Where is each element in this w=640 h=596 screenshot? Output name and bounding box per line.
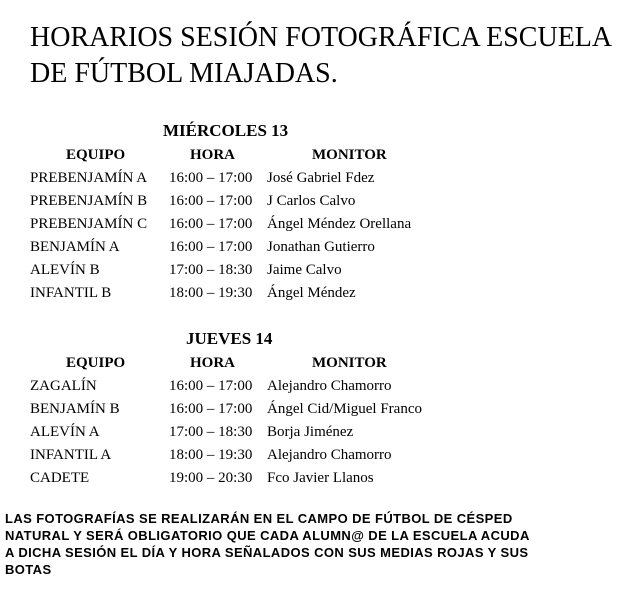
title-line-2: DE FÚTBOL MIAJADAS.	[30, 58, 338, 89]
column-header-team: EQUIPO	[66, 355, 126, 371]
title-line-1: HORARIOS SESIÓN FOTOGRÁFICA ESCUELA	[30, 22, 613, 53]
notice-line-1: LAS FOTOGRAFÍAS SE REALIZARÁN EN EL CAMPO DE FÚTBOL DE CÉSPED	[5, 511, 513, 526]
time-cell: 16:00 – 17:00	[169, 378, 253, 394]
day-heading-wednesday: MIÉRCOLES 13	[163, 121, 289, 140]
monitor-cell: Ángel Cid/Miguel Franco	[267, 401, 422, 417]
monitor-cell: Alejandro Chamorro	[267, 378, 392, 394]
team-cell: PREBENJAMÍN A	[30, 170, 148, 186]
notice-line-2: NATURAL Y SERÁ OBLIGATORIO QUE CADA ALUMN@ DE LA ESCUELA ACUDA	[5, 528, 530, 543]
team-cell: ALEVÍN A	[30, 424, 100, 440]
time-cell: 17:00 – 18:30	[169, 424, 253, 440]
time-cell: 16:00 – 17:00	[169, 193, 253, 209]
team-cell: CADETE	[30, 470, 90, 486]
column-header-team: EQUIPO	[66, 147, 126, 163]
notice-line-3: A DICHA SESIÓN EL DÍA Y HORA SEÑALADOS CON SUS MEDIAS ROJAS Y SUS	[5, 545, 529, 560]
time-cell: 16:00 – 17:00	[169, 170, 253, 186]
notice-paragraph	[5, 510, 635, 578]
monitor-cell: Fco Javier Llanos	[267, 470, 374, 486]
team-cell: PREBENJAMÍN B	[30, 193, 148, 209]
monitor-cell: Ángel Méndez	[267, 285, 356, 301]
team-cell: PREBENJAMÍN C	[30, 216, 148, 232]
team-cell: BENJAMÍN A	[30, 239, 120, 255]
team-cell: BENJAMÍN B	[30, 401, 120, 417]
monitor-cell: Jonathan Gutierro	[267, 239, 375, 255]
team-cell: ALEVÍN B	[30, 262, 100, 278]
column-header-time: HORA	[190, 147, 235, 163]
monitor-cell: Alejandro Chamorro	[267, 447, 392, 463]
time-cell: 17:00 – 18:30	[169, 262, 253, 278]
team-cell: INFANTIL A	[30, 447, 112, 463]
monitor-cell: J Carlos Calvo	[267, 193, 356, 209]
column-header-time: HORA	[190, 355, 235, 371]
time-cell: 19:00 – 20:30	[169, 470, 253, 486]
column-header-monitor: MONITOR	[312, 147, 387, 163]
time-cell: 18:00 – 19:30	[169, 285, 253, 301]
column-header-monitor: MONITOR	[312, 355, 387, 371]
day-heading-thursday: JUEVES 14	[186, 329, 273, 348]
monitor-cell: Ángel Méndez Orellana	[267, 216, 412, 232]
team-cell: INFANTIL B	[30, 285, 112, 301]
time-cell: 16:00 – 17:00	[169, 239, 253, 255]
time-cell: 16:00 – 17:00	[169, 216, 253, 232]
time-cell: 18:00 – 19:30	[169, 447, 253, 463]
monitor-cell: Borja Jiménez	[267, 424, 354, 440]
notice-line-4: BOTAS	[5, 562, 52, 577]
document-title	[30, 20, 630, 92]
time-cell: 16:00 – 17:00	[169, 401, 253, 417]
monitor-cell: José Gabriel Fdez	[267, 170, 375, 186]
team-cell: ZAGALÍN	[30, 378, 97, 394]
monitor-cell: Jaime Calvo	[267, 262, 342, 278]
